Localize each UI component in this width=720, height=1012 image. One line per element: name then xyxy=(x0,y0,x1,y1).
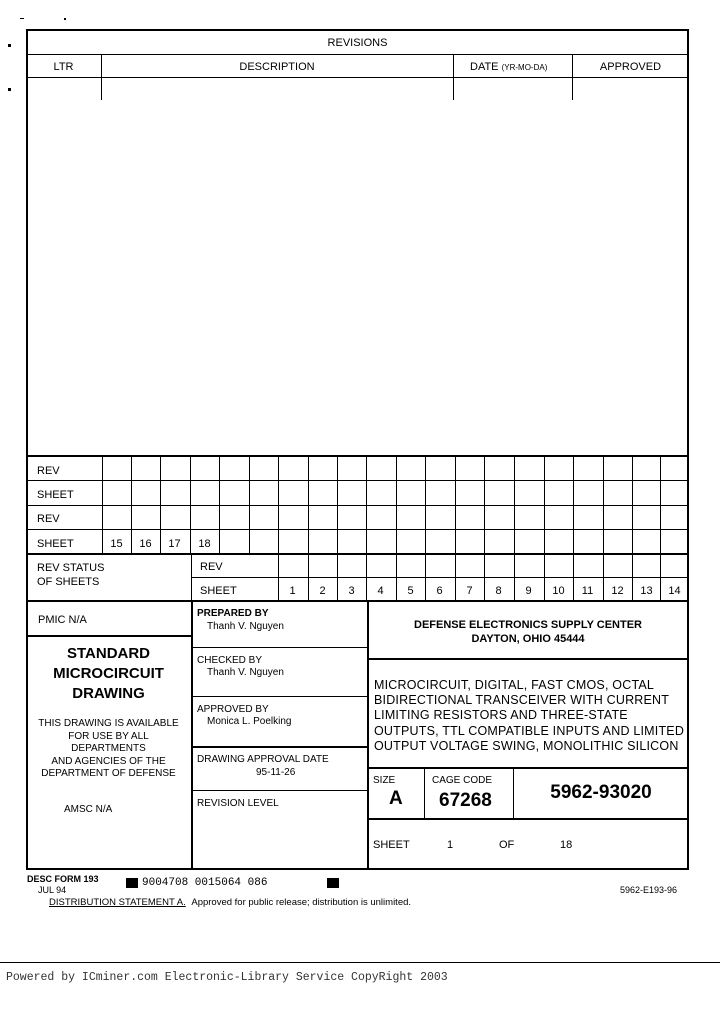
grid-divider xyxy=(660,456,661,553)
cage-code-label: CAGE CODE xyxy=(432,775,493,786)
divider xyxy=(191,647,367,648)
distribution-statement xyxy=(49,897,411,909)
lower-sheet-number: 14 xyxy=(668,585,681,597)
scan-mark xyxy=(20,18,24,19)
lower-sheet-number: 10 xyxy=(552,585,565,597)
divider xyxy=(191,696,367,697)
approved-name: Monica L. Poelking xyxy=(207,716,292,727)
grid-divider xyxy=(544,456,545,553)
size-value: A xyxy=(389,788,403,809)
cage-code-value: 67268 xyxy=(439,790,492,811)
rev-label-1: REV xyxy=(37,465,60,477)
divider xyxy=(26,480,689,481)
revision-level-label: REVISION LEVEL xyxy=(197,798,279,809)
powered-by: Powered by ICminer.com Electronic-Library Service CopyRight 2003 xyxy=(6,971,448,984)
grid-divider xyxy=(425,456,426,553)
barcode-text: 9004708 0015064 086 xyxy=(142,877,268,889)
divider xyxy=(191,746,367,748)
scan-mark xyxy=(8,44,11,47)
ltr-header: LTR xyxy=(53,61,74,73)
grid-divider xyxy=(573,456,574,553)
divider xyxy=(424,767,425,818)
lower-sheet-number: 6 xyxy=(436,585,443,597)
lower-sheet-number: 7 xyxy=(466,585,473,597)
description-header: DESCRIPTION xyxy=(239,61,315,73)
of-value: 18 xyxy=(560,839,573,851)
date-header-label: DATE xyxy=(470,61,499,73)
availability-text: THIS DRAWING IS AVAILABLE FOR USE BY ALL DEPARTMENTS AND AGENCIES OF THE DEPARTMENT OF DEFENSE xyxy=(38,718,179,779)
grid-divider xyxy=(396,456,397,553)
of-label: OF xyxy=(499,839,515,851)
checked-label: CHECKED BY xyxy=(197,655,263,666)
date-format: (YR-MO-DA) xyxy=(501,63,548,72)
grid-divider xyxy=(632,456,633,553)
divider xyxy=(191,601,193,869)
upper-sheet-number: 15 xyxy=(110,538,123,550)
checked-name: Thanh V. Nguyen xyxy=(207,667,284,678)
rev-status-label: REV STATUS OF SHEETS xyxy=(37,562,105,588)
lower-rev-label: REV xyxy=(200,561,223,573)
sheet-label-2: SHEET xyxy=(37,538,74,550)
grid-divider xyxy=(219,456,220,553)
grid-divider xyxy=(366,456,367,553)
distribution-text: Approved for public release; distribution is unlimited. xyxy=(191,897,412,908)
divider xyxy=(367,658,689,660)
scan-mark xyxy=(8,88,11,91)
amsc-label: AMSC N/A xyxy=(64,804,113,815)
agency-location: DAYTON, OHIO 45444 xyxy=(471,633,585,645)
sheet-label: SHEET xyxy=(373,839,410,851)
grid-divider xyxy=(455,456,456,553)
lower-sheet-number: 8 xyxy=(495,585,502,597)
footer-divider xyxy=(0,962,720,963)
agency-name: DEFENSE ELECTRONICS SUPPLY CENTER xyxy=(414,619,642,631)
grid-divider xyxy=(249,456,250,553)
grid-divider xyxy=(308,456,309,553)
barcode-block xyxy=(126,878,138,888)
distribution-label: DISTRIBUTION STATEMENT A. xyxy=(49,897,186,908)
revisions-title: REVISIONS xyxy=(327,37,388,49)
standard-title: STANDARD MICROCIRCUIT DRAWING xyxy=(53,645,164,702)
prepared-label: PREPARED BY xyxy=(197,608,269,619)
divider xyxy=(26,635,191,637)
grid-divider xyxy=(337,456,338,553)
divider xyxy=(26,54,689,55)
form-label: DESC FORM 193 xyxy=(27,874,99,884)
sheet-value: 1 xyxy=(447,839,454,851)
sheet-label-1: SHEET xyxy=(37,489,74,501)
divider xyxy=(26,505,689,506)
lower-sheet-number: 5 xyxy=(407,585,414,597)
approval-date: 95-11-26 xyxy=(256,767,296,778)
upper-sheet-number: 16 xyxy=(139,538,152,550)
drawing-number: 5962-93020 xyxy=(550,782,652,803)
grid-divider xyxy=(514,456,515,553)
form-date: JUL 94 xyxy=(38,885,67,895)
lower-sheet-number: 4 xyxy=(377,585,384,597)
lower-sheet-number: 3 xyxy=(348,585,355,597)
divider xyxy=(26,77,689,78)
rev-label-2: REV xyxy=(37,513,60,525)
barcode-block xyxy=(327,878,339,888)
lower-sheet-number: 1 xyxy=(289,585,296,597)
divider xyxy=(453,54,454,100)
revisions-block xyxy=(26,29,689,457)
approval-date-label: DRAWING APPROVAL DATE xyxy=(197,754,329,765)
lower-sheet-number: 2 xyxy=(319,585,326,597)
approved-label: APPROVED BY xyxy=(197,704,269,715)
lower-sheet-number: 13 xyxy=(640,585,653,597)
upper-sheet-number: 17 xyxy=(168,538,181,550)
divider xyxy=(191,577,689,578)
prepared-name: Thanh V. Nguyen xyxy=(207,621,284,632)
grid-divider xyxy=(278,456,279,553)
divider xyxy=(191,790,367,791)
divider xyxy=(367,818,689,820)
scan-mark xyxy=(64,18,66,20)
grid-divider xyxy=(484,456,485,553)
pmic-label: PMIC N/A xyxy=(38,614,87,626)
date-header xyxy=(470,61,547,74)
lower-sheet-number: 12 xyxy=(611,585,624,597)
upper-sheet-number: 18 xyxy=(198,538,211,550)
size-label: SIZE xyxy=(373,775,396,786)
approved-header: APPROVED xyxy=(599,61,662,73)
grid-divider xyxy=(603,456,604,553)
form-number: 5962-E193-96 xyxy=(620,885,678,895)
lower-sheet-number: 9 xyxy=(525,585,532,597)
drawing-description: MICROCIRCUIT, DIGITAL, FAST CMOS, OCTAL BIDIRECTIONAL TRANSCEIVER WITH CURRENT LIMITING RESISTORS AND THREE-STATE OUTPUTS, TTL COMPATIBLE INPUTS AND LIMITED OUTPUT VOLTAGE SWING, MONOLITHIC SILICON xyxy=(374,678,685,753)
divider xyxy=(367,767,689,769)
lower-sheet-label: SHEET xyxy=(200,585,237,597)
divider xyxy=(26,529,689,530)
lower-sheet-number: 11 xyxy=(581,585,594,597)
